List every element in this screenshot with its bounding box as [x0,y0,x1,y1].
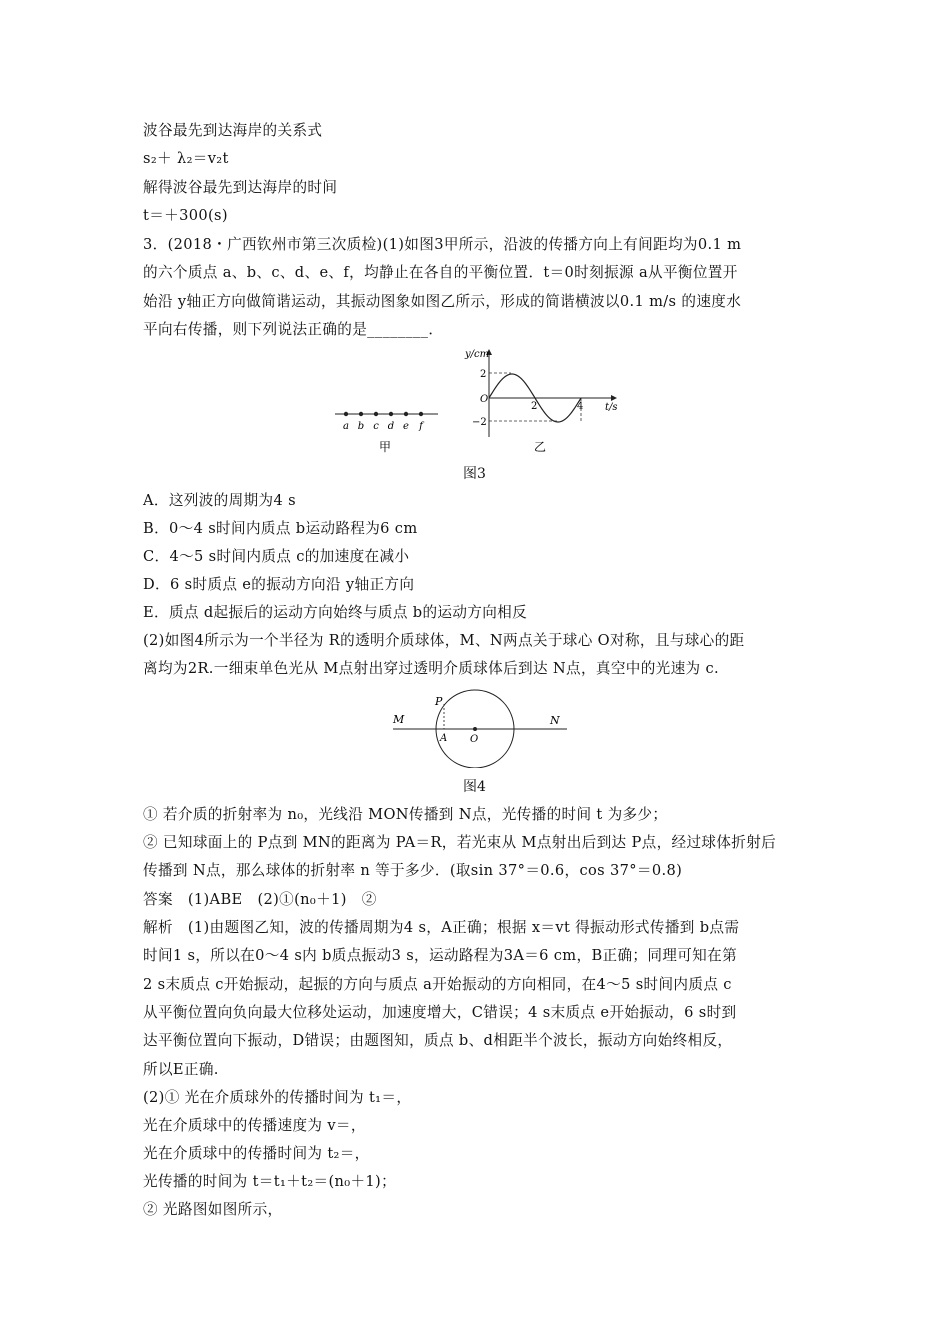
particle-label-a: a [343,421,349,432]
particle-d [389,412,393,416]
sub-question: ① 若介质的折射率为 n₀，光线沿 MON传播到 N点，光传播的时间 t 为多少； [143,806,668,823]
analysis-line: 光传播的时间为 t＝t₁＋t₂＝(n₀＋1)； [143,1173,397,1190]
particle-label-e: e [403,421,409,432]
sub-question: ② 已知球面上的 P点到 MN的距离为 PA＝R，若光束从 M点射出后到达 P点，经过球体折射后 [143,834,777,851]
particle-label-f: f [419,421,423,432]
x-tick-label: 2 [531,401,538,412]
label-n: N [550,714,560,727]
figure-3-caption: 图3 [463,466,486,482]
analysis-line: 时间1 s，所以在0～4 s内 b质点振动3 s，运动路程为3A＝6 cm，B正确；同理可知在第 [143,947,738,964]
particle-label-b: b [357,421,365,432]
analysis-line: 所以E正确. [143,1061,219,1078]
analysis-line: 从平衡位置向负向最大位移处运动，加速度增大，C错误；4 s末质点 e开始振动，6 s时到 [143,1004,737,1021]
question-3-line: 的六个质点 a、b、c、d、e、f，均静止在各自的平衡位置．t＝0时刻振源 a从平衡位置开 [143,264,738,281]
option-b: B．0～4 s时间内质点 b运动路程为6 cm [143,520,418,537]
y-axis-label: y/cm [465,349,490,360]
particle-e [404,412,408,416]
analysis-line: (2)① 光在介质球外的传播时间为 t₁＝， [143,1089,412,1106]
analysis-line: ② 光路图如图所示， [143,1201,283,1218]
answer-line: 答案 (1)ABE (2)①(n₀＋1) ② [143,891,377,908]
x-axis-arrow [611,395,617,401]
particle-f [419,412,423,416]
question-3-line: 始沿 y轴正方向做简谐运动，其振动图象如图乙所示，形成的简谐横波以0.1 m/s 的速度水 [143,293,742,310]
fig3-left-label: 甲 [378,440,392,454]
label-p: P [435,695,443,708]
figure-4-caption: 图4 [463,779,486,795]
fig3-right-label: 乙 [533,440,547,454]
text-line: 解得波谷最先到达海岸的时间 [143,179,338,196]
particle-b [359,412,363,416]
analysis-line: 达平衡位置向下振动，D错误；由题图知，质点 b、d相距半个波长，振动方向始终相反， [143,1032,733,1049]
origin-label: O [480,394,489,405]
label-a: A [440,733,448,744]
analysis-line: 2 s末质点 c开始振动，起振的方向与质点 a开始振动的方向相同，在4～5 s时间内质点 c [143,976,732,993]
figure-3 [330,345,630,460]
analysis-line: 解析 (1)由题图乙知，波的传播周期为4 s，A正确；根据 x＝vt 得振动形式传播到 b点需 [143,919,740,936]
question-3-line: 平向右传播，则下列说法正确的是________． [143,321,444,338]
particle-c [374,412,378,416]
text-line: s₂＋ λ₂＝v₂t [143,150,229,167]
option-c: C．4～5 s时间内质点 c的加速度在减小 [143,548,410,565]
analysis-line: 光在介质球中的传播速度为 v＝， [143,1117,366,1134]
y-tick-label: 2 [480,369,487,380]
particle-a [344,412,348,416]
text-line: t＝＋300(s) [143,207,228,224]
figure-4 [385,688,575,768]
x-axis-label: t/s [605,402,618,413]
x-tick-label: 4 [577,401,584,412]
analysis-line: 光在介质球中的传播时间为 t₂＝， [143,1145,370,1162]
part-2-line: (2)如图4所示为一个半径为 R的透明介质球体，M、N两点关于球心 O对称，且与球心的距 [143,632,745,649]
center-dot [473,727,477,731]
label-o: O [470,734,479,745]
option-a: A．这列波的周期为4 s [143,492,296,509]
y-tick-label: −2 [472,417,487,428]
part-2-line: 离均为2R.一细束单色光从 M点射出穿过透明介质球体后到达 N点，真空中的光速为 c. [143,660,719,677]
sub-question: 传播到 N点，那么球体的折射率 n 等于多少．(取sin 37°＝0.6，cos 37°＝0.8) [143,862,683,879]
option-e: E．质点 d起振后的运动方向始终与质点 b的运动方向相反 [143,604,528,621]
question-3-line: 3．(2018・广西钦州市第三次质检)(1)如图3甲所示，沿波的传播方向上有间距均为0.1 m [143,236,742,253]
particle-label-d: d [387,421,395,432]
text-line: 波谷最先到达海岸的关系式 [143,122,323,139]
particle-label-c: c [373,421,379,432]
option-d: D．6 s时质点 e的振动方向沿 y轴正方向 [143,576,415,593]
label-m: M [393,713,405,726]
